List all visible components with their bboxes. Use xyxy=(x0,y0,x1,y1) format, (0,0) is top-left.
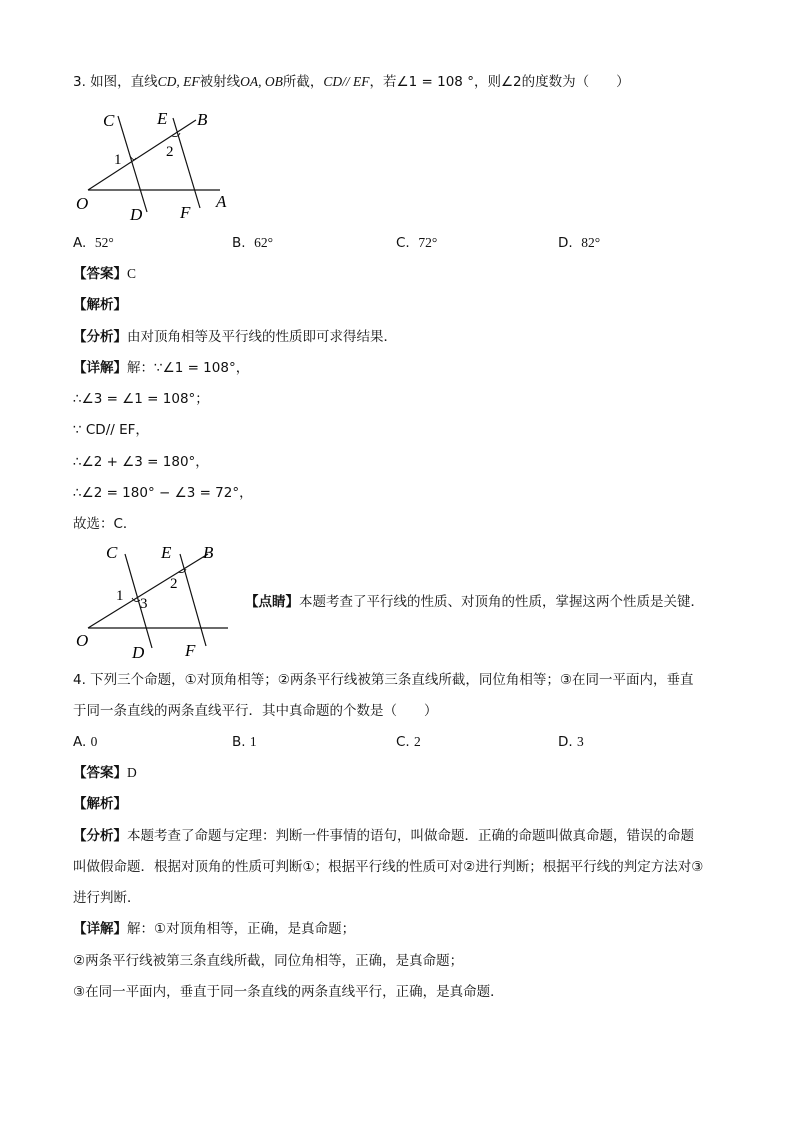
q3-option-c[interactable]: C. 72° xyxy=(396,235,438,251)
q3-analysis-heading: 【解析】 xyxy=(73,297,127,313)
q3-figure-1 xyxy=(70,100,240,225)
q4-option-b[interactable]: B. 1 xyxy=(232,734,257,750)
label-2: 2 xyxy=(166,144,174,160)
label-2-2: 2 xyxy=(170,576,178,592)
q3-stem-a: 3. 如图，直线 xyxy=(73,74,158,90)
q4-detail-2: ②两条平行线被第三条直线所截，同位角相等，正确，是真命题； xyxy=(73,953,464,969)
label-1: 1 xyxy=(114,152,122,168)
q3-answer: 【答案】C xyxy=(73,266,137,282)
q3-detail-2: ∴∠3 = ∠1 = 108°； xyxy=(73,391,209,407)
label-c: C xyxy=(103,111,115,130)
q3-lines1: CD, EF xyxy=(157,74,200,89)
label-b: B xyxy=(197,110,208,129)
q3-option-b[interactable]: B. 62° xyxy=(232,235,274,251)
q3-option-a[interactable]: A. 52° xyxy=(73,235,114,251)
q4-detail-3: ③在同一平面内，垂直于同一条直线的两条直线平行，正确，是真命题． xyxy=(73,984,504,1000)
label-f: F xyxy=(180,203,191,222)
label-c-2: C xyxy=(106,543,118,562)
label-o: O xyxy=(76,194,89,213)
q3-parallel: CD// EF xyxy=(323,74,370,89)
q3-detail-1: 【详解】解：∵∠1 = 108°， xyxy=(73,360,250,376)
q3-option-d[interactable]: D. 82° xyxy=(558,235,601,251)
q4-option-d[interactable]: D. 3 xyxy=(558,734,584,750)
q3-dianjing: 【点睛】本题考查了平行线的性质、对顶角的性质，掌握这两个性质是关键． xyxy=(245,594,704,610)
q3-stem-d: ，若∠1 = 108 °，则∠2的度数为（ ） xyxy=(369,74,630,90)
label-d: D xyxy=(130,205,143,224)
q3-rays: OA, OB xyxy=(240,74,283,89)
label-f-2: F xyxy=(185,641,196,660)
q3-fenxi: 【分析】由对顶角相等及平行线的性质即可求得结果． xyxy=(73,329,397,345)
q3-detail-6: 故选：C． xyxy=(73,516,137,532)
line-ef-2 xyxy=(180,554,206,646)
q3-detail-3: ∵ CD// EF， xyxy=(73,422,149,438)
q4-fenxi-2: 叫做假命题．根据对顶角的性质可判断①；根据平行线的性质可对②进行判断；根据平行线的判定方法对③ xyxy=(73,859,704,875)
label-a: A xyxy=(216,192,227,211)
q4-option-a[interactable]: A. 0 xyxy=(73,734,98,750)
label-b-2: B xyxy=(203,543,214,562)
q4-fenxi-3: 进行判断． xyxy=(73,890,141,906)
q4-stem-1: 4. 下列三个命题，①对顶角相等；②两条平行线被第三条直线所截，同位角相等；③在同一平面内，垂直 xyxy=(73,672,694,688)
ray-ob xyxy=(88,120,196,190)
q3-figure-2 xyxy=(70,540,235,660)
q4-detail-1: 【详解】解：①对顶角相等，正确，是真命题； xyxy=(73,921,356,937)
line-cd xyxy=(118,116,147,212)
label-1-2: 1 xyxy=(116,588,124,604)
label-e: E xyxy=(157,109,168,128)
q3-stem xyxy=(73,73,630,91)
q3-stem-b: 被射线 xyxy=(199,74,241,90)
label-e-2: E xyxy=(161,543,172,562)
line-ef xyxy=(173,118,200,208)
label-3-2: 3 xyxy=(140,596,148,612)
label-o-2: O xyxy=(76,631,89,650)
q3-detail-5: ∴∠2 = 180° − ∠3 = 72°， xyxy=(73,485,253,501)
q4-option-c[interactable]: C. 2 xyxy=(396,734,421,750)
q4-answer: 【答案】D xyxy=(73,765,137,781)
q3-detail-4: ∴∠2 + ∠3 = 180°， xyxy=(73,454,209,470)
q3-stem-c: 所截， xyxy=(282,74,324,90)
label-d-2: D xyxy=(132,643,145,660)
q4-fenxi-1: 【分析】本题考查了命题与定理：判断一件事情的语句，叫做命题．正确的命题叫做真命题，错误的命题 xyxy=(73,828,694,844)
q4-analysis-heading: 【解析】 xyxy=(73,796,127,812)
q4-stem-2: 于同一条直线的两条直线平行．其中真命题的个数是（ ） xyxy=(73,703,438,719)
